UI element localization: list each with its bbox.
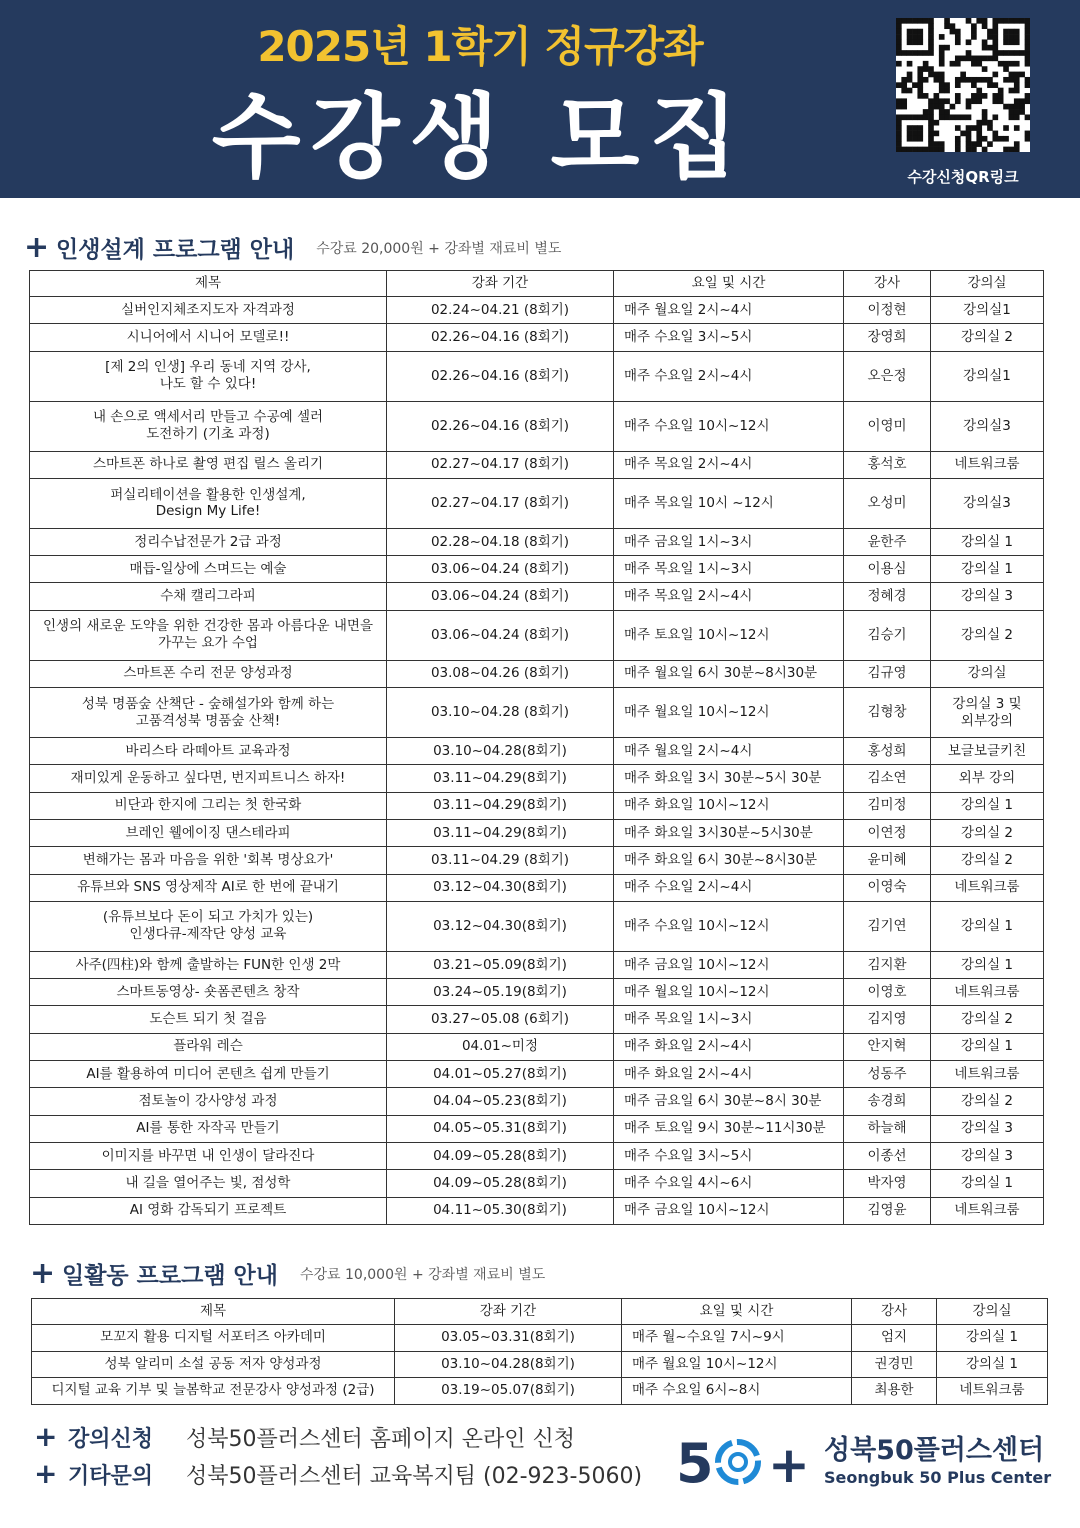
footer-apply [34, 1420, 575, 1453]
table-row [30, 765, 1044, 792]
cell-room: 네트워크룸 [931, 1061, 1044, 1088]
cell-title: 스마트폰 하나로 촬영 편집 릴스 올리기 [30, 451, 387, 478]
cell-room: 강의실 2 [931, 1088, 1044, 1115]
cell-schedule: 매주 토요일 9시 30분~11시30분 [614, 1115, 844, 1142]
cell-period: 04.09~05.28(8회기) [387, 1170, 614, 1197]
cell-instructor: 정혜경 [844, 583, 931, 610]
section2-fee-note: 수강료 10,000원 + 강좌별 재료비 별도 [299, 1266, 546, 1283]
cell-title: 플라워 레슨 [30, 1033, 387, 1060]
inquiry-text[interactable]: 성북50플러스센터 교육복지팀 (02-923-5060) [186, 1464, 643, 1489]
logo-five: 5 [676, 1432, 714, 1495]
cell-schedule: 매주 화요일 10시~12시 [614, 792, 844, 819]
cell-instructor: 이용심 [844, 556, 931, 583]
table-row [30, 660, 1044, 687]
cell-instructor: 홍성희 [844, 738, 931, 765]
table-row [30, 610, 1044, 660]
apply-label: 강의신청 [68, 1427, 154, 1452]
table-row [30, 401, 1044, 451]
cell-room: 네트워크룸 [931, 451, 1044, 478]
cell-period: 03.11~04.29(8회기) [387, 819, 614, 846]
cell-title: 디지털 교육 기부 및 늘봄학교 전문강사 양성과정 (2급) [32, 1378, 395, 1405]
header-subtitle: 2025년 1학기 정규강좌 [257, 22, 703, 71]
table-row [30, 901, 1044, 951]
cell-period: 03.21~05.09(8회기) [387, 951, 614, 978]
cell-instructor: 이영숙 [844, 874, 931, 901]
cell-period: 03.11~04.29 (8회기) [387, 847, 614, 874]
cell-schedule: 매주 수요일 3시~5시 [614, 1142, 844, 1169]
col-instructor: 강사 [844, 271, 931, 297]
cell-period: 02.27~04.17 (8회기) [387, 451, 614, 478]
table-row [30, 1115, 1044, 1142]
cell-title: 도슨트 되기 첫 걸음 [30, 1006, 387, 1033]
cell-period: 03.24~05.19(8회기) [387, 979, 614, 1006]
cell-period: 03.12~04.30(8회기) [387, 901, 614, 951]
cell-schedule: 매주 화요일 6시 30분~8시30분 [614, 847, 844, 874]
cell-period: 02.24~04.21 (8회기) [387, 297, 614, 324]
cell-room: 강의실 3 [931, 583, 1044, 610]
cell-room: 강의실 2 [931, 847, 1044, 874]
table-row [30, 451, 1044, 478]
cell-title: [제 2의 인생] 우리 동네 지역 강사, 나도 할 수 있다! [30, 351, 387, 401]
cell-title: 사주(四柱)와 함께 출발하는 FUN한 인생 2막 [30, 951, 387, 978]
cell-instructor: 김규영 [844, 660, 931, 687]
table-header-row [32, 1299, 1048, 1325]
cell-instructor: 윤한주 [844, 528, 931, 555]
cell-title: 변해가는 몸과 마음을 위한 '회복 명상요가' [30, 847, 387, 874]
table-row [30, 819, 1044, 846]
cell-period: 03.12~04.30(8회기) [387, 874, 614, 901]
cell-instructor: 박자영 [844, 1170, 931, 1197]
cell-instructor: 권경민 [852, 1351, 937, 1378]
table-row [30, 324, 1044, 351]
table-row [30, 297, 1044, 324]
cell-period: 03.27~05.08 (6회기) [387, 1006, 614, 1033]
cell-schedule: 매주 목요일 2시~4시 [614, 583, 844, 610]
cell-title: 이미지를 바꾸면 내 인생이 달라진다 [30, 1142, 387, 1169]
table-row [32, 1351, 1048, 1378]
cell-room: 강의실 2 [931, 819, 1044, 846]
cell-title: 점토놀이 강사양성 과정 [30, 1088, 387, 1115]
cell-instructor: 이영호 [844, 979, 931, 1006]
cell-room: 강의실 1 [931, 528, 1044, 555]
cell-schedule: 매주 수요일 3시~5시 [614, 324, 844, 351]
cell-title: 성북 명품숲 산책단 - 숲해설가와 함께 하는 고품격성북 명품숲 산책! [30, 688, 387, 738]
cell-title: 인생의 새로운 도약을 위한 건강한 몸과 아름다운 내면을 가꾸는 요가 수업 [30, 610, 387, 660]
table-row [30, 1061, 1044, 1088]
cell-instructor: 하늘해 [844, 1115, 931, 1142]
cell-instructor: 오은정 [844, 351, 931, 401]
cell-period: 02.27~04.17 (8회기) [387, 478, 614, 528]
table-row [32, 1378, 1048, 1405]
cell-instructor: 김소연 [844, 765, 931, 792]
cell-period: 04.01~미정 [387, 1033, 614, 1060]
cell-room: 강의실 1 [931, 1033, 1044, 1060]
cell-schedule: 매주 월요일 10시~12시 [622, 1351, 852, 1378]
cell-period: 03.11~04.29(8회기) [387, 765, 614, 792]
cell-title: 실버인지체조지도자 자격과정 [30, 297, 387, 324]
cell-instructor: 김기연 [844, 901, 931, 951]
table-row [30, 351, 1044, 401]
cell-schedule: 매주 금요일 1시~3시 [614, 528, 844, 555]
cell-title: 퍼실리테이션을 활용한 인생설계, Design My Life! [30, 478, 387, 528]
header-banner [0, 0, 1080, 198]
cell-instructor: 오성미 [844, 478, 931, 528]
cell-instructor: 윤미혜 [844, 847, 931, 874]
cell-period: 04.01~05.27(8회기) [387, 1061, 614, 1088]
cell-schedule: 매주 화요일 3시30분~5시30분 [614, 819, 844, 846]
cell-schedule: 매주 수요일 4시~6시 [614, 1170, 844, 1197]
cell-instructor: 김승기 [844, 610, 931, 660]
cell-instructor: 최용한 [852, 1378, 937, 1405]
logo-plus: + [768, 1436, 810, 1494]
cell-instructor: 이연정 [844, 819, 931, 846]
cell-title: 바리스타 라떼아트 교육과정 [30, 738, 387, 765]
cell-room: 강의실 1 [931, 792, 1044, 819]
cell-instructor: 김영윤 [844, 1197, 931, 1224]
cell-room: 강의실 3 [931, 1142, 1044, 1169]
program-table-1 [29, 270, 1044, 1225]
logo-name-ko: 성북50플러스센터 [824, 1435, 1045, 1466]
table-row [30, 1142, 1044, 1169]
cell-schedule: 매주 토요일 10시~12시 [614, 610, 844, 660]
cell-room: 네트워크룸 [937, 1378, 1048, 1405]
cell-instructor: 김지영 [844, 1006, 931, 1033]
cell-room: 강의실 3 및 외부강의 [931, 688, 1044, 738]
section1-fee-note: 수강료 20,000원 + 강좌별 재료비 별도 [316, 240, 562, 257]
cell-room: 강의실 1 [931, 901, 1044, 951]
cell-title: 수채 캘리그라피 [30, 583, 387, 610]
cell-title: 스마트동영상- 숏폼콘텐츠 창작 [30, 979, 387, 1006]
cell-period: 02.26~04.16 (8회기) [387, 351, 614, 401]
cell-period: 04.04~05.23(8회기) [387, 1088, 614, 1115]
cell-room: 강의실 2 [931, 1006, 1044, 1033]
cell-room: 강의실 1 [937, 1325, 1048, 1352]
cell-period: 04.11~05.30(8회기) [387, 1197, 614, 1224]
cell-title: 성북 알리미 소설 공동 저자 양성과정 [32, 1351, 395, 1378]
cell-room: 강의실 1 [931, 1170, 1044, 1197]
plus-icon: + [24, 230, 50, 265]
cell-period: 02.26~04.16 (8회기) [387, 401, 614, 451]
cell-schedule: 매주 화요일 2시~4시 [614, 1061, 844, 1088]
cell-schedule: 매주 화요일 3시 30분~5시 30분 [614, 765, 844, 792]
table-row [32, 1325, 1048, 1352]
cell-room: 네트워크룸 [931, 1197, 1044, 1224]
cell-schedule: 매주 월요일 2시~4시 [614, 297, 844, 324]
cell-instructor: 홍석호 [844, 451, 931, 478]
section1-title: 인생설계 프로그램 안내 [56, 237, 295, 263]
cell-title: 재미있게 운동하고 싶다면, 번지피트니스 하자! [30, 765, 387, 792]
cell-period: 03.08~04.26 (8회기) [387, 660, 614, 687]
cell-title: (유튜브보다 돈이 되고 가치가 있는) 인생다큐-제작단 양성 교육 [30, 901, 387, 951]
cell-title: 내 길을 열어주는 빛, 점성학 [30, 1170, 387, 1197]
col-period: 강좌 기간 [395, 1299, 622, 1325]
section2-title: 일활동 프로그램 안내 [62, 1263, 278, 1289]
table-header-row [30, 271, 1044, 297]
cell-instructor: 송경희 [844, 1088, 931, 1115]
cell-instructor: 엄지 [852, 1325, 937, 1352]
table-row [30, 1088, 1044, 1115]
col-schedule: 요일 및 시간 [614, 271, 844, 297]
cell-period: 03.06~04.24 (8회기) [387, 556, 614, 583]
cell-schedule: 매주 수요일 2시~4시 [614, 874, 844, 901]
cell-schedule: 매주 금요일 10시~12시 [614, 1197, 844, 1224]
footer-inquiry [34, 1457, 642, 1490]
cell-title: 비단과 한지에 그리는 첫 한국화 [30, 792, 387, 819]
cell-schedule: 매주 목요일 10시 ~12시 [614, 478, 844, 528]
cell-instructor: 김형창 [844, 688, 931, 738]
cell-title: AI를 통한 자작곡 만들기 [30, 1115, 387, 1142]
col-title: 제목 [32, 1299, 395, 1325]
cell-period: 04.09~05.28(8회기) [387, 1142, 614, 1169]
cell-schedule: 매주 월요일 6시 30분~8시30분 [614, 660, 844, 687]
cell-room: 강의실 3 [931, 1115, 1044, 1142]
col-schedule: 요일 및 시간 [622, 1299, 852, 1325]
table-row [30, 1033, 1044, 1060]
cell-schedule: 매주 금요일 10시~12시 [614, 951, 844, 978]
cell-title: 정리수납전문가 2급 과정 [30, 528, 387, 555]
qr-code-icon[interactable] [896, 18, 1030, 152]
table-row [30, 1197, 1044, 1224]
cell-period: 03.05~03.31(8회기) [395, 1325, 622, 1352]
cell-instructor: 이영미 [844, 401, 931, 451]
program-table-2 [31, 1298, 1048, 1405]
section2-heading [30, 1256, 545, 1290]
cell-period: 03.11~04.29(8회기) [387, 792, 614, 819]
cell-period: 02.28~04.18 (8회기) [387, 528, 614, 555]
cell-instructor: 이정현 [844, 297, 931, 324]
table-row [30, 874, 1044, 901]
cell-room: 강의실 2 [931, 324, 1044, 351]
cell-room: 보글보글키친 [931, 738, 1044, 765]
apply-text[interactable]: 성북50플러스센터 홈페이지 온라인 신청 [186, 1427, 576, 1452]
cell-period: 03.06~04.24 (8회기) [387, 610, 614, 660]
cell-schedule: 매주 수요일 6시~8시 [622, 1378, 852, 1405]
cell-period: 03.10~04.28 (8회기) [387, 688, 614, 738]
cell-instructor: 장영희 [844, 324, 931, 351]
inquiry-label: 기타문의 [68, 1464, 154, 1489]
cell-room: 강의실 1 [931, 951, 1044, 978]
cell-schedule: 매주 목요일 1시~3시 [614, 556, 844, 583]
table-row [30, 951, 1044, 978]
col-instructor: 강사 [852, 1299, 937, 1325]
cell-schedule: 매주 화요일 2시~4시 [614, 1033, 844, 1060]
table-row [30, 1170, 1044, 1197]
table-row [30, 1006, 1044, 1033]
cell-room: 외부 강의 [931, 765, 1044, 792]
table-row [30, 528, 1044, 555]
cell-room: 강의실 2 [931, 610, 1044, 660]
table-row [30, 979, 1044, 1006]
cell-schedule: 매주 월요일 10시~12시 [614, 688, 844, 738]
cell-title: 시니어에서 시니어 모델로!! [30, 324, 387, 351]
header-title: 수강생 모집 [211, 84, 749, 191]
cell-schedule: 매주 월요일 2시~4시 [614, 738, 844, 765]
cell-title: AI를 활용하여 미디어 콘텐츠 쉽게 만들기 [30, 1061, 387, 1088]
cell-room: 네트워크룸 [931, 979, 1044, 1006]
cell-title: 브레인 웰에이징 댄스테라피 [30, 819, 387, 846]
table-row [30, 688, 1044, 738]
cell-room: 강의실 [931, 660, 1044, 687]
cell-room: 강의실1 [931, 351, 1044, 401]
cell-period: 03.19~05.07(8회기) [395, 1378, 622, 1405]
center-logo [676, 1428, 1056, 1498]
cell-title: AI 영화 감독되기 프로젝트 [30, 1197, 387, 1224]
table-row [30, 583, 1044, 610]
qr-caption: 수강신청QR링크 [907, 168, 1019, 186]
cell-room: 강의실 1 [937, 1351, 1048, 1378]
cell-period: 03.10~04.28(8회기) [395, 1351, 622, 1378]
table-row [30, 478, 1044, 528]
cell-instructor: 안지혁 [844, 1033, 931, 1060]
cell-title: 내 손으로 액세서리 만들고 수공예 셀러 도전하기 (기초 과정) [30, 401, 387, 451]
table-row [30, 556, 1044, 583]
cell-schedule: 매주 월요일 10시~12시 [614, 979, 844, 1006]
col-period: 강좌 기간 [387, 271, 614, 297]
col-title: 제목 [30, 271, 387, 297]
plus-icon: + [34, 1420, 58, 1453]
table-row [30, 847, 1044, 874]
cell-room: 네트워크룸 [931, 874, 1044, 901]
cell-period: 03.10~04.28(8회기) [387, 738, 614, 765]
cell-schedule: 매주 월~수요일 7시~9시 [622, 1325, 852, 1352]
section1-heading [24, 230, 561, 264]
plus-icon: + [30, 1256, 56, 1291]
col-room: 강의실 [937, 1299, 1048, 1325]
cell-schedule: 매주 목요일 1시~3시 [614, 1006, 844, 1033]
cell-room: 강의실 1 [931, 556, 1044, 583]
cell-schedule: 매주 수요일 10시~12시 [614, 901, 844, 951]
cell-title: 유튜브와 SNS 영상제작 AI로 한 번에 끝내기 [30, 874, 387, 901]
cell-period: 03.06~04.24 (8회기) [387, 583, 614, 610]
cell-room: 강의실3 [931, 401, 1044, 451]
logo-name-en: Seongbuk 50 Plus Center [824, 1468, 1052, 1487]
cell-instructor: 김미정 [844, 792, 931, 819]
cell-period: 02.26~04.16 (8회기) [387, 324, 614, 351]
cell-instructor: 성동주 [844, 1061, 931, 1088]
cell-schedule: 매주 금요일 6시 30분~8시 30분 [614, 1088, 844, 1115]
cell-schedule: 매주 수요일 2시~4시 [614, 351, 844, 401]
cell-instructor: 이종선 [844, 1142, 931, 1169]
cell-title: 모꼬지 활용 디지털 서포터즈 아카데미 [32, 1325, 395, 1352]
cell-room: 강의실3 [931, 478, 1044, 528]
cell-title: 매듭-일상에 스며드는 예술 [30, 556, 387, 583]
table-row [30, 792, 1044, 819]
cell-schedule: 매주 목요일 2시~4시 [614, 451, 844, 478]
cell-schedule: 매주 수요일 10시~12시 [614, 401, 844, 451]
cell-room: 강의실1 [931, 297, 1044, 324]
cell-instructor: 김지환 [844, 951, 931, 978]
table-row [30, 738, 1044, 765]
fifty-plus-logo-icon [676, 1428, 816, 1498]
cell-period: 04.05~05.31(8회기) [387, 1115, 614, 1142]
plus-icon: + [34, 1457, 58, 1490]
cell-title: 스마트폰 수리 전문 양성과정 [30, 660, 387, 687]
col-room: 강의실 [931, 271, 1044, 297]
